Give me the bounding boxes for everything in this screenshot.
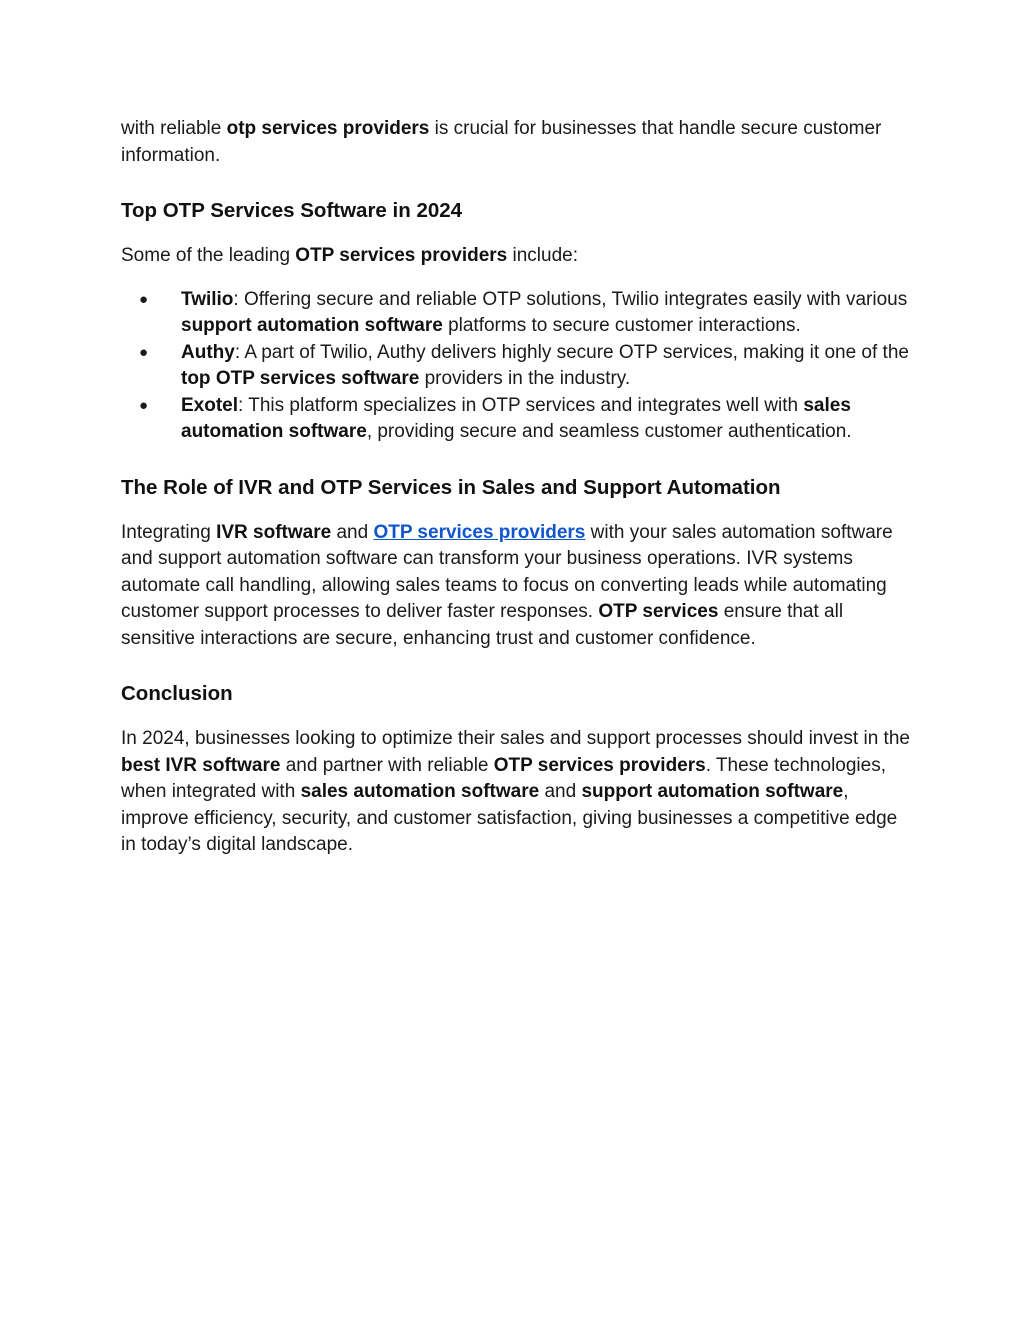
c-bold-1: best IVR software: [121, 754, 281, 776]
section1-lead-paragraph: [121, 243, 911, 270]
item-text-2: , providing secure and seamless customer authentication.: [366, 421, 852, 442]
s2-bold-ivr-software: IVR software: [216, 521, 332, 543]
s2-text-1: Integrating: [121, 521, 217, 543]
bullet-icon: ●: [139, 290, 149, 308]
item-bold: support automation software: [181, 315, 443, 336]
c-text-4: and: [539, 781, 582, 802]
c-text-3: . These technologies, when integrated with: [121, 754, 886, 802]
intro-text-1: with reliable: [121, 118, 227, 139]
item-text-2: providers in the industry.: [419, 368, 631, 389]
section-heading-ivr-otp-role: The Role of IVR and OTP Services in Sales and Support Automation: [121, 475, 781, 499]
item-bold: sales automation software: [181, 394, 851, 442]
lead-bold: OTP services providers: [295, 245, 508, 266]
lead-text-1: Some of the leading: [121, 245, 296, 266]
document-page: [121, 116, 911, 859]
c-text-1: In 2024, businesses looking to optimize their sales and support processes should invest in the: [121, 728, 910, 749]
list-item-exotel: [121, 393, 911, 446]
list-item-authy: [121, 340, 911, 393]
item-text-2: platforms to secure customer interactions.: [442, 315, 801, 336]
bullet-icon: ●: [139, 343, 149, 361]
item-name: Exotel: [181, 394, 239, 416]
bullet-icon: ●: [139, 396, 149, 414]
c-bold-3: sales automation software: [300, 781, 540, 802]
s2-text-3: with your sales automation software and support automation software can transform your business operations. IVR systems automate call handling, allowing sales teams to focus on converting leads while automating customer support processes to deliver faster responses.: [121, 521, 893, 622]
providers-list: [121, 287, 911, 446]
otp-services-providers-link[interactable]: OTP services providers: [373, 521, 586, 543]
s2-text-4: ensure that all sensitive interactions are secure, enhancing trust and customer confidence.: [121, 601, 844, 649]
lead-text-2: include:: [507, 245, 579, 266]
list-item-twilio: [121, 287, 911, 340]
c-bold-2: OTP services providers: [493, 754, 706, 776]
c-bold-4: support automation software: [581, 781, 844, 802]
s2-text-2: and: [331, 521, 374, 543]
s2-bold-otp-services: OTP services: [598, 601, 719, 622]
item-text-1: : A part of Twilio, Authy delivers highly secure OTP services, making it one of the: [234, 341, 909, 363]
item-name: Twilio: [181, 288, 234, 310]
item-bold: top OTP services software: [181, 368, 420, 389]
section-heading-conclusion: Conclusion: [121, 682, 233, 705]
conclusion-paragraph: [121, 726, 911, 859]
item-text-1: : Offering secure and reliable OTP solutions, Twilio integrates easily with various: [233, 288, 908, 310]
section-heading-top-otp: Top OTP Services Software in 2024: [121, 199, 463, 222]
intro-paragraph: [121, 116, 911, 169]
intro-text-2: is crucial for businesses that handle secure customer information.: [121, 118, 882, 166]
item-text-1: : This platform specializes in OTP services and integrates well with: [238, 394, 804, 416]
c-text-5: , improve efficiency, security, and customer satisfaction, giving businesses a competitive edge in today’s digital landscape.: [121, 781, 898, 855]
c-text-2: and partner with reliable: [280, 754, 494, 776]
item-name: Authy: [181, 341, 235, 363]
section2-paragraph: [121, 520, 911, 653]
intro-bold-otp-providers: otp services providers: [226, 118, 430, 139]
